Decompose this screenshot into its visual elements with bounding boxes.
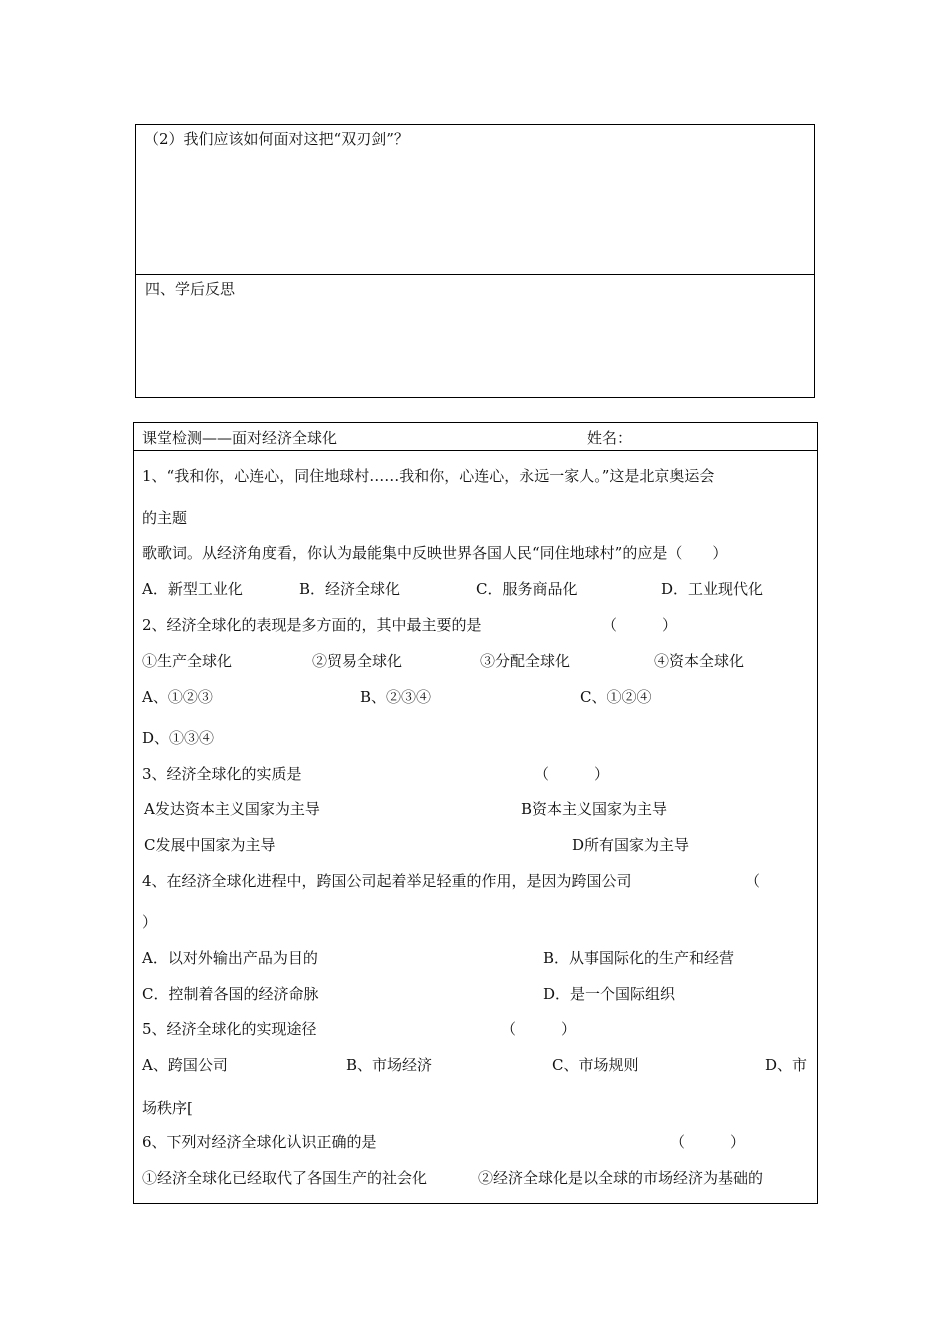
q2-item-2: ②贸易全球化 (312, 652, 403, 670)
q2-answer-paren: （ ） (602, 616, 678, 634)
q5-option-a: A、跨国公司 (142, 1056, 228, 1074)
q5-answer-paren: （ ） (501, 1020, 577, 1038)
q3-option-a: A发达资本主义国家为主导 (144, 800, 320, 818)
q2-stem: 2、经济全球化的表现是多方面的，其中最主要的是 (142, 616, 482, 634)
question-2-prompt: （2）我们应该如何面对这把“双刃剑”？ (144, 130, 409, 148)
q2-item-4: ④资本全球化 (654, 652, 745, 670)
q4-stem: 4、在经济全球化进程中，跨国公司起着举足轻重的作用，是因为跨国公司 (142, 872, 632, 890)
q1-line-1: 1、“我和你，心连心，同住地球村……我和你，心连心，永远一家人。”这是北京奥运会 (142, 467, 715, 485)
q5-option-d-part-1: D、市 (765, 1056, 808, 1074)
q1-line-2: 的主题 (142, 509, 188, 527)
q5-option-b: B、市场经济 (346, 1056, 433, 1074)
q6-item-1: ①经济全球化已经取代了各国生产的社会化 (142, 1169, 428, 1187)
q5-stem: 5、经济全球化的实现途径 (142, 1020, 317, 1038)
q4-option-c: C．控制着各国的经济命脉 (142, 985, 319, 1003)
q3-option-b: B资本主义国家为主导 (521, 800, 668, 818)
q4-option-d: D．是一个国际组织 (543, 985, 676, 1003)
q1-line-3: 歌歌词。从经济角度看，你认为最能集中反映世界各国人民“同住地球村”的应是（ ） (142, 544, 728, 562)
q4-paren-open: （ (745, 872, 761, 890)
q2-item-1: ①生产全球化 (142, 652, 233, 670)
q1-option-a: A．新型工业化 (142, 580, 243, 598)
reflection-heading: 四、学后反思 (145, 280, 236, 298)
q3-stem: 3、经济全球化的实质是 (142, 765, 302, 783)
q2-option-c: C、①②④ (580, 688, 652, 706)
table-divider (136, 274, 814, 275)
q6-item-2: ②经济全球化是以全球的市场经济为基础的 (478, 1169, 764, 1187)
quiz-header-divider (134, 450, 817, 451)
q2-option-b: B、②③④ (360, 688, 432, 706)
q2-item-3: ③分配全球化 (480, 652, 571, 670)
q4-option-a: A．以对外输出产品为目的 (142, 949, 318, 967)
q3-option-d: D所有国家为主导 (572, 836, 690, 854)
q1-option-d: D．工业现代化 (661, 580, 764, 598)
q6-answer-paren: （ ） (670, 1133, 746, 1151)
q5-option-d-part-2: 场秩序[ (142, 1099, 193, 1117)
q2-option-d: D、①③④ (142, 729, 215, 747)
q1-option-b: B．经济全球化 (299, 580, 401, 598)
q3-answer-paren: （ ） (534, 765, 610, 783)
q3-option-c: C发展中国家为主导 (144, 836, 276, 854)
q1-option-c: C．服务商品化 (476, 580, 578, 598)
q4-paren-close: ） (142, 913, 158, 931)
q2-option-a: A、①②③ (142, 688, 213, 706)
reflection-table (135, 124, 815, 398)
q6-stem: 6、下列对经济全球化认识正确的是 (142, 1133, 377, 1151)
q4-option-b: B．从事国际化的生产和经营 (543, 949, 735, 967)
quiz-title: 课堂检测——面对经济全球化 (142, 429, 338, 447)
q5-option-c: C、市场规则 (552, 1056, 639, 1074)
quiz-table (133, 422, 818, 1204)
name-label: 姓名： (587, 429, 633, 447)
